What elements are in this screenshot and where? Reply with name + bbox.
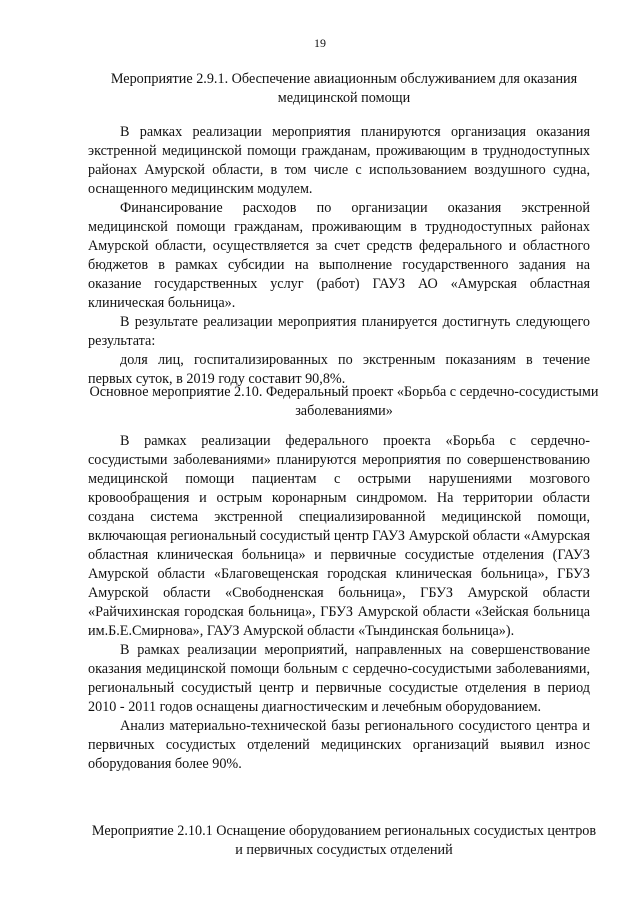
page-number: 19 (314, 36, 326, 50)
paragraph: В рамках реализации федерального проекта «Борьба с сердечно-сосудистыми заболеваниями» планируются мероприятия по совершенствованию медицинской помощи пациентам с острыми нарушениями мозгового кровообращения и острым коронарным синдромом. На территории области создана система экстренной специализированной медицинской помощи, включающая региональный сосудистый центр ГАУЗ Амурской области «Амурская областная клиническая больница» и первичные сосудистые отделения (ГАУЗ Амурской области «Благовещенская городская клиническая больница», ГБУЗ Амурской области «Свободненская больница», ГБУЗ Амурской области «Райчихинская городская больница», ГБУЗ Амурской области «Зейская больница им.Б.Е.Смирнова», ГАУЗ Амурской области «Тындинская больница»). (88, 433, 590, 639)
paragraph: доля лиц, госпитализированных по экстренным показаниям в течение первых суток, в 2019 году составит 90,8%. (88, 352, 590, 387)
section-body-2-9-1 (88, 123, 590, 389)
paragraph: В рамках реализации мероприятия планируются организация оказания экстренной медицинской помощи гражданам, проживающим в труднодоступных районах Амурской области, в том числе с использованием воздушного судна, оснащенного медицинским модулем. (88, 124, 590, 197)
section-heading-2-10: Основное мероприятие 2.10. Федеральный проект «Борьба с сердечно-сосудистыми заболеваниями» (89, 384, 599, 419)
paragraph: В результате реализации мероприятия планируется достигнуть следующего результата: (88, 314, 590, 349)
section-heading-2-10-1: Мероприятие 2.10.1 Оснащение оборудованием региональных сосудистых центров и первичных сосудистых отделений (91, 823, 597, 858)
section-body-2-10 (88, 432, 590, 774)
paragraph: В рамках реализации мероприятий, направленных на совершенствование оказания медицинской помощи больным с сердечно-сосудистыми заболеваниями, региональный сосудистый центр и первичные сосудистые отделения в период 2010 - 2011 годов оснащены диагностическим и лечебным оборудованием. (88, 642, 590, 715)
paragraph: Финансирование расходов по организации оказания экстренной медицинской помощи гражданам, проживающим в труднодоступных районах Амурской области, осуществляется за счет средств федерального и областного бюджетов в рамках субсидии на выполнение государственного задания на оказание государственных услуг (работ) ГАУЗ АО «Амурская областная клиническая больница». (88, 200, 590, 311)
section-heading-2-9-1: Мероприятие 2.9.1. Обеспечение авиационным обслуживанием для оказания медицинской помощи (110, 71, 578, 106)
paragraph: Анализ материально-технической базы регионального сосудистого центра и первичных сосудистых отделений медицинских организаций выявил износ оборудования более 90%. (88, 718, 590, 772)
